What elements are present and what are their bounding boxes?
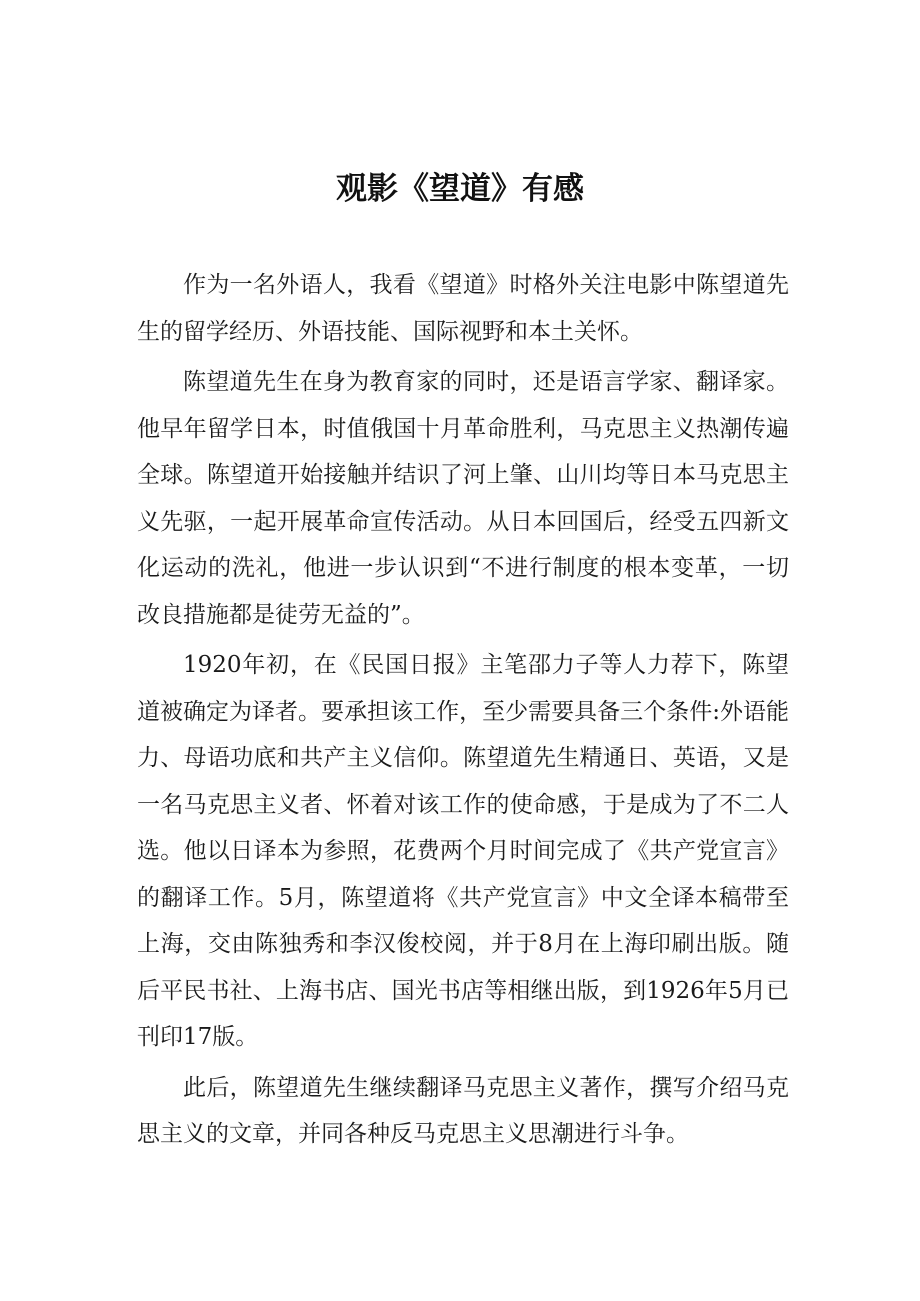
paragraph-4: 此后，陈望道先生继续翻译马克思主义著作，撰写介绍马克思主义的文章，并同各种反马克思主义思潮进行斗争。 <box>137 1074 789 1147</box>
paragraph-3: 1920年初，在《民国日报》主笔邵力子等人力荐下，陈望道被确定为译者。要承担该工作，至少需要具备三个条件:外语能力、母语功底和共产主义信仰。陈望道先生精通日、英语，又是一名马克思主义者、怀着对该工作的使命感，于是成为了不二人选。他以日译本为参照，花费两个月时间完成了《共产党宣言》的翻译工作。5月，陈望道将《共产党宣言》中文全译本稿带至上海，交由陈独秀和李汉俊校阅，并于8月在上海印刷出版。随后平民书社、上海书店、国光书店等相继出版，到1926年5月已刊印17版。 <box>137 652 789 1050</box>
paragraph-2: 陈望道先生在身为教育家的同时，还是语言学家、翻译家。他早年留学日本，时值俄国十月革命胜利，马克思主义热潮传遍全球。陈望道开始接触并结识了河上肇、山川均等日本马克思主义先驱，一起开展革命宣传活动。从日本回国后，经受五四新文化运动的洗礼，他进一步认识到“不进行制度的根本变革，一切改良措施都是徒劳无益的”。 <box>137 369 789 628</box>
document-title: 观影《望道》有感 <box>336 171 584 207</box>
document-body <box>137 262 789 1162</box>
paragraph-1: 作为一名外语人，我看《望道》时格外关注电影中陈望道先生的留学经历、外语技能、国际视野和本土关怀。 <box>137 272 789 345</box>
